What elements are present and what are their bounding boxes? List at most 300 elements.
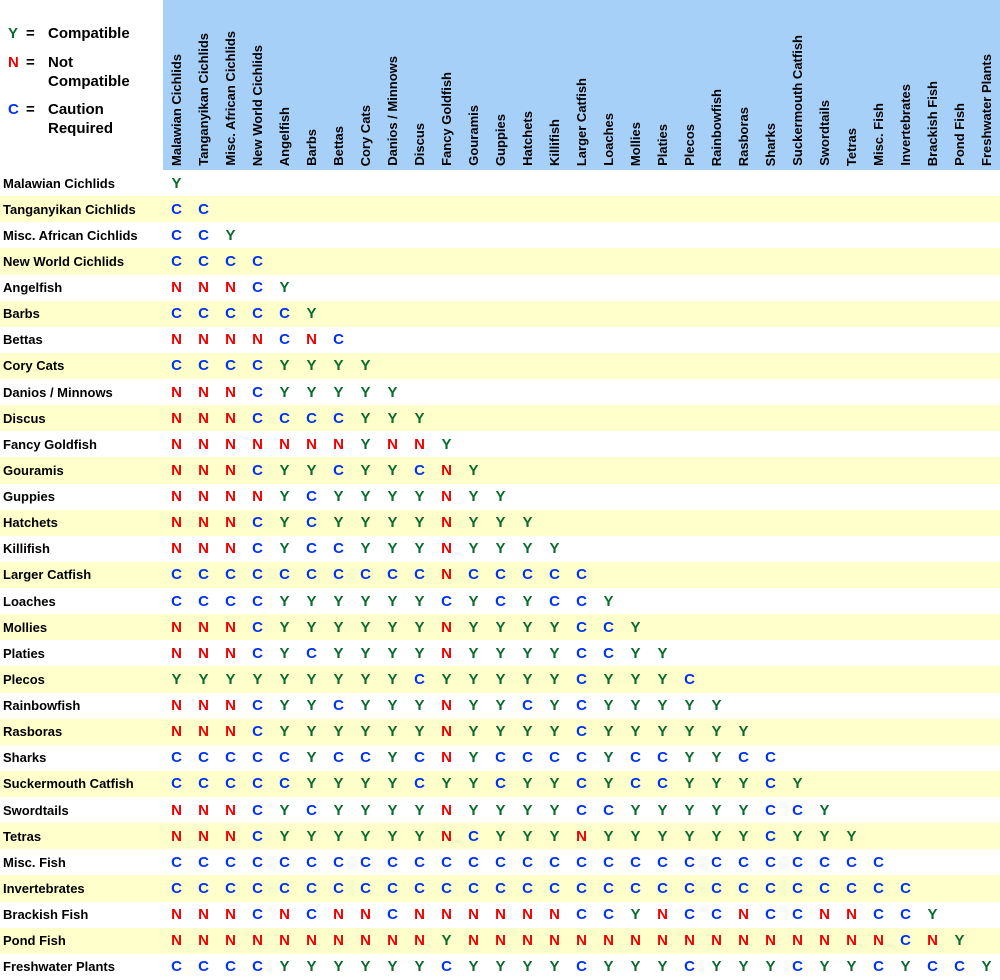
compatibility-cell: Y [549,827,560,845]
compatibility-cell: C [279,775,290,793]
column-header-label: Hatchets [520,111,535,166]
table-row [0,693,1000,719]
compatibility-cell: Y [630,958,641,976]
compatibility-cell: Y [306,723,317,741]
compatibility-cell: C [225,775,236,793]
compatibility-cell: C [738,879,749,897]
compatibility-cell: C [306,644,317,662]
compatibility-cell: Y [360,827,371,845]
compatibility-cell: C [414,566,425,584]
compatibility-cell: C [225,252,236,270]
row-label: Brackish Fish [3,907,89,923]
compatibility-cell: Y [684,775,695,793]
compatibility-cell: C [279,853,290,871]
column-header [649,0,676,170]
legend-item [8,54,130,92]
table-row [0,562,1000,588]
column-header [406,0,433,170]
compatibility-cell: C [684,670,695,688]
compatibility-cell: N [306,435,317,453]
row-label: Mollies [3,619,48,635]
compatibility-cell: C [792,906,803,924]
compatibility-cell: C [873,958,884,976]
row-label: Barbs [3,306,40,322]
compatibility-cell: C [387,906,398,924]
column-header [433,0,460,170]
row-label: Danios / Minnows [3,384,113,400]
compatibility-cell: C [306,853,317,871]
column-header [190,0,217,170]
compatibility-cell: Y [522,801,533,819]
compatibility-cell: C [360,853,371,871]
legend-item [8,101,130,139]
compatibility-cell: N [873,932,884,950]
compatibility-cell: N [279,932,290,950]
compatibility-cell: Y [468,801,479,819]
row-label: Killifish [3,541,50,557]
compatibility-cell: Y [279,540,290,558]
compatibility-cell: C [198,566,209,584]
compatibility-cell: Y [171,670,182,688]
column-header-label: Swordtails [817,100,832,166]
compatibility-cell: C [576,592,587,610]
compatibility-cell: N [468,932,479,950]
compatibility-cell: Y [468,461,479,479]
compatibility-cell: C [549,592,560,610]
compatibility-cell: C [198,749,209,767]
compatibility-cell: N [441,514,452,532]
compatibility-cell: C [576,958,587,976]
column-header [919,0,946,170]
compatibility-cell: Y [711,697,722,715]
column-header [514,0,541,170]
compatibility-cell: Y [522,723,533,741]
compatibility-cell: Y [468,749,479,767]
compatibility-cell: Y [495,958,506,976]
compatibility-cell: C [576,853,587,871]
compatibility-cell: C [252,461,263,479]
compatibility-cell: C [495,566,506,584]
table-row [0,170,1000,196]
row-label: Malawian Cichlids [3,175,115,191]
compatibility-cell: N [198,540,209,558]
compatibility-cell: Y [522,540,533,558]
compatibility-cell: Y [441,435,452,453]
column-header-label: Sharks [763,122,778,166]
compatibility-cell: N [225,540,236,558]
row-label: Invertebrates [3,880,85,896]
compatibility-cell: Y [360,775,371,793]
compatibility-cell: C [441,958,452,976]
column-header-label: Guppies [493,113,508,166]
compatibility-cell: C [684,958,695,976]
compatibility-cell: Y [387,801,398,819]
legend-label-line: Caution [48,101,104,119]
compatibility-cell: N [819,932,830,950]
compatibility-cell: Y [279,827,290,845]
compatibility-cell: C [198,357,209,375]
compatibility-cell: Y [387,827,398,845]
compatibility-cell: C [549,853,560,871]
compatibility-cell: C [576,879,587,897]
compatibility-cell: C [414,853,425,871]
compatibility-cell: C [171,566,182,584]
compatibility-cell: C [279,305,290,323]
row-label: Suckermouth Catfish [3,776,134,792]
compatibility-cell: Y [522,775,533,793]
compatibility-cell: N [252,932,263,950]
compatibility-cell: C [252,827,263,845]
column-header [568,0,595,170]
compatibility-cell: N [198,383,209,401]
compatibility-cell: N [387,932,398,950]
compatibility-cell: C [576,644,587,662]
column-header [676,0,703,170]
compatibility-cell: Y [333,644,344,662]
compatibility-cell: Y [414,958,425,976]
legend-label [48,101,113,139]
row-label: Bettas [3,332,43,348]
compatibility-cell: Y [279,461,290,479]
compatibility-cell: Y [333,383,344,401]
column-headers [163,0,1000,170]
compatibility-cell: C [468,879,479,897]
compatibility-cell: Y [549,644,560,662]
column-header-label: Invertebrates [898,84,913,166]
column-header [163,0,190,170]
compatibility-cell: C [252,566,263,584]
compatibility-cell: N [792,932,803,950]
compatibility-cell: Y [738,723,749,741]
compatibility-cell: C [603,879,614,897]
compatibility-cell: Y [171,174,182,192]
column-header-label: Killifish [547,119,562,166]
compatibility-cell: N [171,409,182,427]
table-row [0,666,1000,692]
column-header [217,0,244,170]
compatibility-cell: C [387,879,398,897]
compatibility-cell: Y [306,749,317,767]
matrix [0,170,1000,980]
compatibility-cell: C [630,879,641,897]
compatibility-cell: Y [630,697,641,715]
compatibility-cell: N [576,932,587,950]
compatibility-cell: C [765,879,776,897]
compatibility-cell: Y [306,670,317,688]
compatibility-cell: C [387,853,398,871]
compatibility-cell: C [765,775,776,793]
compatibility-cell: N [225,827,236,845]
compatibility-cell: Y [468,697,479,715]
compatibility-cell: C [657,749,668,767]
compatibility-cell: Y [927,906,938,924]
compatibility-cell: N [441,540,452,558]
compatibility-cell: Y [900,958,911,976]
column-header-label: Misc. African Cichlids [223,31,238,166]
compatibility-cell: Y [360,618,371,636]
compatibility-cell: C [792,853,803,871]
row-label: Guppies [3,489,56,505]
compatibility-cell: N [171,279,182,297]
compatibility-cell: Y [468,540,479,558]
compatibility-cell: C [333,749,344,767]
compatibility-cell: Y [495,644,506,662]
column-header-label: Platies [655,124,670,166]
compatibility-cell: N [171,488,182,506]
compatibility-cell: Y [306,357,317,375]
column-header [244,0,271,170]
compatibility-cell: N [522,932,533,950]
row-label: Rainbowfish [3,698,81,714]
row-label: Swordtails [3,802,69,818]
column-header-label: Brackish Fish [925,80,940,166]
compatibility-cell: C [765,906,776,924]
compatibility-cell: C [225,357,236,375]
compatibility-cell: Y [657,827,668,845]
compatibility-cell: C [792,879,803,897]
compatibility-cell: Y [549,540,560,558]
compatibility-cell: Y [360,409,371,427]
compatibility-cell: C [333,853,344,871]
compatibility-cell: C [360,879,371,897]
compatibility-cell: C [198,305,209,323]
compatibility-cell: C [873,906,884,924]
compatibility-cell: Y [414,592,425,610]
table-row [0,536,1000,562]
compatibility-cell: N [603,932,614,950]
table-row [0,614,1000,640]
column-header-label: Larger Catfish [574,77,589,166]
compatibility-cell: N [441,723,452,741]
compatibility-cell: N [225,514,236,532]
compatibility-cell: N [171,801,182,819]
compatibility-cell: C [711,853,722,871]
table-row [0,745,1000,771]
compatibility-cell: N [225,383,236,401]
legend-equals: = [26,53,35,71]
compatibility-cell: Y [414,618,425,636]
compatibility-cell: C [900,879,911,897]
compatibility-cell: N [198,723,209,741]
compatibility-cell: Y [549,723,560,741]
compatibility-cell: C [792,958,803,976]
compatibility-cell: Y [387,644,398,662]
compatibility-cell: Y [279,592,290,610]
compatibility-cell: Y [684,723,695,741]
compatibility-cell: Y [279,670,290,688]
compatibility-cell: N [657,906,668,924]
compatibility-cell: Y [252,670,263,688]
compatibility-cell: Y [603,670,614,688]
compatibility-cell: Y [522,592,533,610]
compatibility-cell: Y [657,644,668,662]
column-header [865,0,892,170]
compatibility-cell: C [414,670,425,688]
compatibility-cell: Y [657,801,668,819]
compatibility-cell: C [630,749,641,767]
compatibility-cell: C [252,879,263,897]
compatibility-cell: N [198,906,209,924]
compatibility-cell: Y [522,958,533,976]
compatibility-cell: Y [414,644,425,662]
compatibility-cell: C [495,853,506,871]
compatibility-cell: C [171,200,182,218]
compatibility-cell: Y [360,540,371,558]
compatibility-cell: Y [711,827,722,845]
row-label: Cory Cats [3,358,65,374]
compatibility-cell: C [171,592,182,610]
compatibility-cell: N [171,723,182,741]
compatibility-cell: N [198,514,209,532]
compatibility-cell: Y [387,514,398,532]
compatibility-cell: N [306,932,317,950]
compatibility-cell: N [198,697,209,715]
compatibility-cell: C [657,853,668,871]
compatibility-cell: C [171,305,182,323]
compatibility-cell: C [738,853,749,871]
compatibility-cell: C [252,801,263,819]
compatibility-cell: Y [360,592,371,610]
compatibility-cell: Y [603,592,614,610]
table-row [0,928,1000,954]
compatibility-cell: C [549,566,560,584]
compatibility-cell: N [171,435,182,453]
compatibility-cell: C [603,618,614,636]
compatibility-cell: Y [495,670,506,688]
compatibility-cell: N [846,906,857,924]
column-header-label: Mollies [628,121,643,166]
column-header [838,0,865,170]
compatibility-cell: C [198,879,209,897]
table-row [0,405,1000,431]
compatibility-cell: C [711,879,722,897]
compatibility-cell: N [171,618,182,636]
compatibility-cell: Y [441,932,452,950]
compatibility-cell: Y [387,592,398,610]
column-header-label: Barbs [304,129,319,166]
row-label: Rasboras [3,724,63,740]
compatibility-cell: Y [981,958,992,976]
compatibility-cell: Y [306,827,317,845]
compatibility-cell: Y [333,801,344,819]
compatibility-cell: N [171,461,182,479]
compatibility-cell: C [306,879,317,897]
compatibility-cell: C [495,775,506,793]
column-header-label: Angelfish [277,106,292,166]
compatibility-cell: Y [495,723,506,741]
table-row [0,510,1000,536]
compatibility-cell: C [171,226,182,244]
compatibility-cell: C [252,749,263,767]
compatibility-cell: Y [495,827,506,845]
legend-letter: N [8,53,19,71]
compatibility-cell: C [198,200,209,218]
column-header [325,0,352,170]
compatibility-cell: C [738,749,749,767]
compatibility-cell: C [198,592,209,610]
compatibility-cell: N [441,618,452,636]
compatibility-cell: Y [387,749,398,767]
compatibility-cell: N [738,932,749,950]
compatibility-cell: N [738,906,749,924]
compatibility-cell: C [225,566,236,584]
compatibility-cell: Y [468,958,479,976]
compatibility-cell: C [522,566,533,584]
compatibility-cell: C [576,801,587,819]
compatibility-cell: Y [738,801,749,819]
compatibility-cell: C [522,749,533,767]
compatibility-cell: N [441,488,452,506]
compatibility-cell: Y [684,749,695,767]
compatibility-cell: C [252,279,263,297]
compatibility-cell: C [792,801,803,819]
compatibility-cell: Y [414,514,425,532]
table-row [0,353,1000,379]
compatibility-cell: C [846,879,857,897]
legend-label-line: Compatible [48,25,130,42]
column-header [487,0,514,170]
compatibility-cell: C [171,749,182,767]
compatibility-cell: N [549,932,560,950]
compatibility-cell: Y [333,618,344,636]
compatibility-cell: Y [360,488,371,506]
compatibility-cell: N [198,801,209,819]
column-header [460,0,487,170]
compatibility-cell: Y [279,488,290,506]
compatibility-cell: C [657,775,668,793]
compatibility-cell: C [333,461,344,479]
compatibility-cell: C [603,906,614,924]
compatibility-cell: Y [738,827,749,845]
compatibility-cell: C [360,566,371,584]
compatibility-cell: Y [279,723,290,741]
compatibility-cell: N [441,801,452,819]
compatibility-cell: N [441,749,452,767]
compatibility-cell: Y [468,644,479,662]
legend-letter: Y [8,25,19,42]
compatibility-cell: C [225,592,236,610]
compatibility-cell: C [252,592,263,610]
table-row [0,248,1000,274]
compatibility-cell: N [495,906,506,924]
compatibility-cell: Y [414,540,425,558]
compatibility-cell: Y [738,775,749,793]
legend [8,25,130,149]
compatibility-cell: C [279,566,290,584]
compatibility-cell: C [711,906,722,924]
compatibility-cell: C [900,932,911,950]
row-label: Fancy Goldfish [3,436,97,452]
compatibility-cell: N [225,644,236,662]
compatibility-cell: Y [657,958,668,976]
column-header-label: Pond Fish [952,103,967,166]
column-header-label: Fancy Goldfish [439,72,454,166]
compatibility-cell: Y [819,801,830,819]
compatibility-cell: N [225,488,236,506]
compatibility-cell: Y [387,461,398,479]
compatibility-cell: N [225,932,236,950]
compatibility-cell: N [225,723,236,741]
table-row [0,196,1000,222]
table-row [0,301,1000,327]
compatibility-cell: C [252,357,263,375]
compatibility-cell: N [198,279,209,297]
compatibility-cell: C [522,879,533,897]
column-header [757,0,784,170]
compatibility-cell: C [360,749,371,767]
row-label: Loaches [3,593,56,609]
compatibility-cell: N [171,827,182,845]
